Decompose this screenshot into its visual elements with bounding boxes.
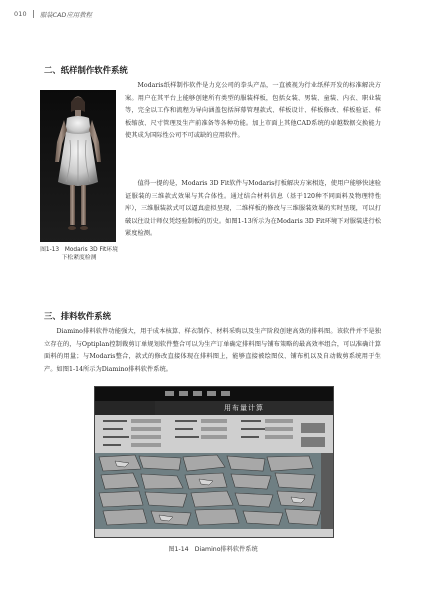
form-label bbox=[103, 436, 129, 438]
figure-caption-1-14: 图1-14 Diamino排料软件系统 bbox=[168, 546, 258, 553]
marker-pieces-icon bbox=[95, 453, 333, 537]
form-label bbox=[241, 420, 261, 422]
paragraph-modaris-3d-fit bbox=[125, 178, 381, 241]
form-label bbox=[103, 444, 121, 446]
form-label bbox=[175, 428, 193, 430]
form-label bbox=[103, 428, 123, 430]
form-label bbox=[241, 436, 259, 438]
form-field bbox=[131, 435, 161, 439]
toolbar-control bbox=[221, 391, 230, 396]
paragraph-text: Diamino排料软件功能强大，用于成本核算、样衣制作、材料采购以及生产阶段创建高效的排料图。该软件并不是独立存在的，与Optiplan控制裁剪订单规划软件整合可以为生产订单确定排料图与铺布策略的最高效率组合，可以准确计算面料的用量；与Modaris整合，款式的修改直接体现在排料图上，能够直接被绘图仪、铺布机以及自动裁剪系统用于生产。如图1-14所示为Diamino排料软件系统。 bbox=[44, 328, 381, 373]
section-heading-marker-software: 三、排料软件系统 bbox=[44, 311, 111, 321]
screenshot-dialog-title: 用布量计算 bbox=[155, 401, 333, 415]
form-field bbox=[131, 443, 161, 447]
running-header bbox=[14, 6, 92, 22]
toolbar-control bbox=[179, 391, 188, 396]
form-field bbox=[265, 435, 293, 439]
header-divider bbox=[33, 10, 34, 18]
figure-caption-1-13: 图1-13 Modaris 3D Fit环境下松紧度检测 bbox=[40, 247, 118, 261]
form-label bbox=[175, 420, 197, 422]
paragraph-text: 值得一提的是，Modaris 3D Fit软件与Modaris打板解决方案相连，使用户能够快速验证服装的三维款式效果与其合体性。通过结合材料信息（基于120种不同面料及物理特性库），三维服装款式可以逼真虚拟呈现，二维样板的修改与三维服装效果的实时呈现，可以打破以往设计师仅凭经验制板的历史。如图1-13所示为在Modaris 3D Fit环境下对服装进行松紧度检测。 bbox=[125, 180, 381, 238]
toolbar-control bbox=[193, 391, 202, 396]
marker-canvas bbox=[95, 453, 333, 537]
dress-avatar-icon bbox=[40, 90, 116, 242]
book-title: 服装CAD应用教程 bbox=[39, 10, 92, 19]
screenshot-toolbar bbox=[95, 387, 333, 401]
form-field bbox=[265, 419, 293, 423]
paragraph-modaris-intro bbox=[125, 80, 381, 143]
section-heading-pattern-software: 二、纸样制作软件系统 bbox=[44, 65, 128, 75]
ok-button bbox=[301, 423, 325, 433]
dress-avatar-figure bbox=[40, 90, 116, 242]
form-field bbox=[201, 419, 227, 423]
screenshot-form-panel bbox=[95, 415, 333, 453]
form-field bbox=[265, 427, 293, 431]
form-label bbox=[103, 420, 127, 422]
paragraph-diamino bbox=[44, 326, 381, 376]
form-field bbox=[131, 427, 161, 431]
toolbar-control bbox=[165, 391, 174, 396]
page-number: 010 bbox=[14, 10, 27, 18]
cancel-button bbox=[301, 437, 325, 447]
form-field bbox=[201, 435, 227, 439]
toolbar-control bbox=[207, 391, 216, 396]
form-field bbox=[201, 427, 227, 431]
form-field bbox=[131, 419, 161, 423]
form-label bbox=[175, 436, 199, 438]
paragraph-text: Modaris纸样制作软件是力克公司的拳头产品，一直被视为行业纸样开发的标准解决方案。用户在其平台上能够创建所有类型的服装样板，包括女装、男装、童装、内衣、职业装等，完全以工作和流程为导向涵盖包括屏幕管理款式、样板设计、样板修改、样板验证、样板缩放、尺寸管理及生产前准备等各种功能。加上市面上其他CAD系统的卓越数据交换能力使其成为国际性公司不可或缺的应用软件。 bbox=[125, 82, 381, 140]
form-label bbox=[241, 428, 265, 430]
marker-layout-screenshot bbox=[94, 386, 334, 538]
